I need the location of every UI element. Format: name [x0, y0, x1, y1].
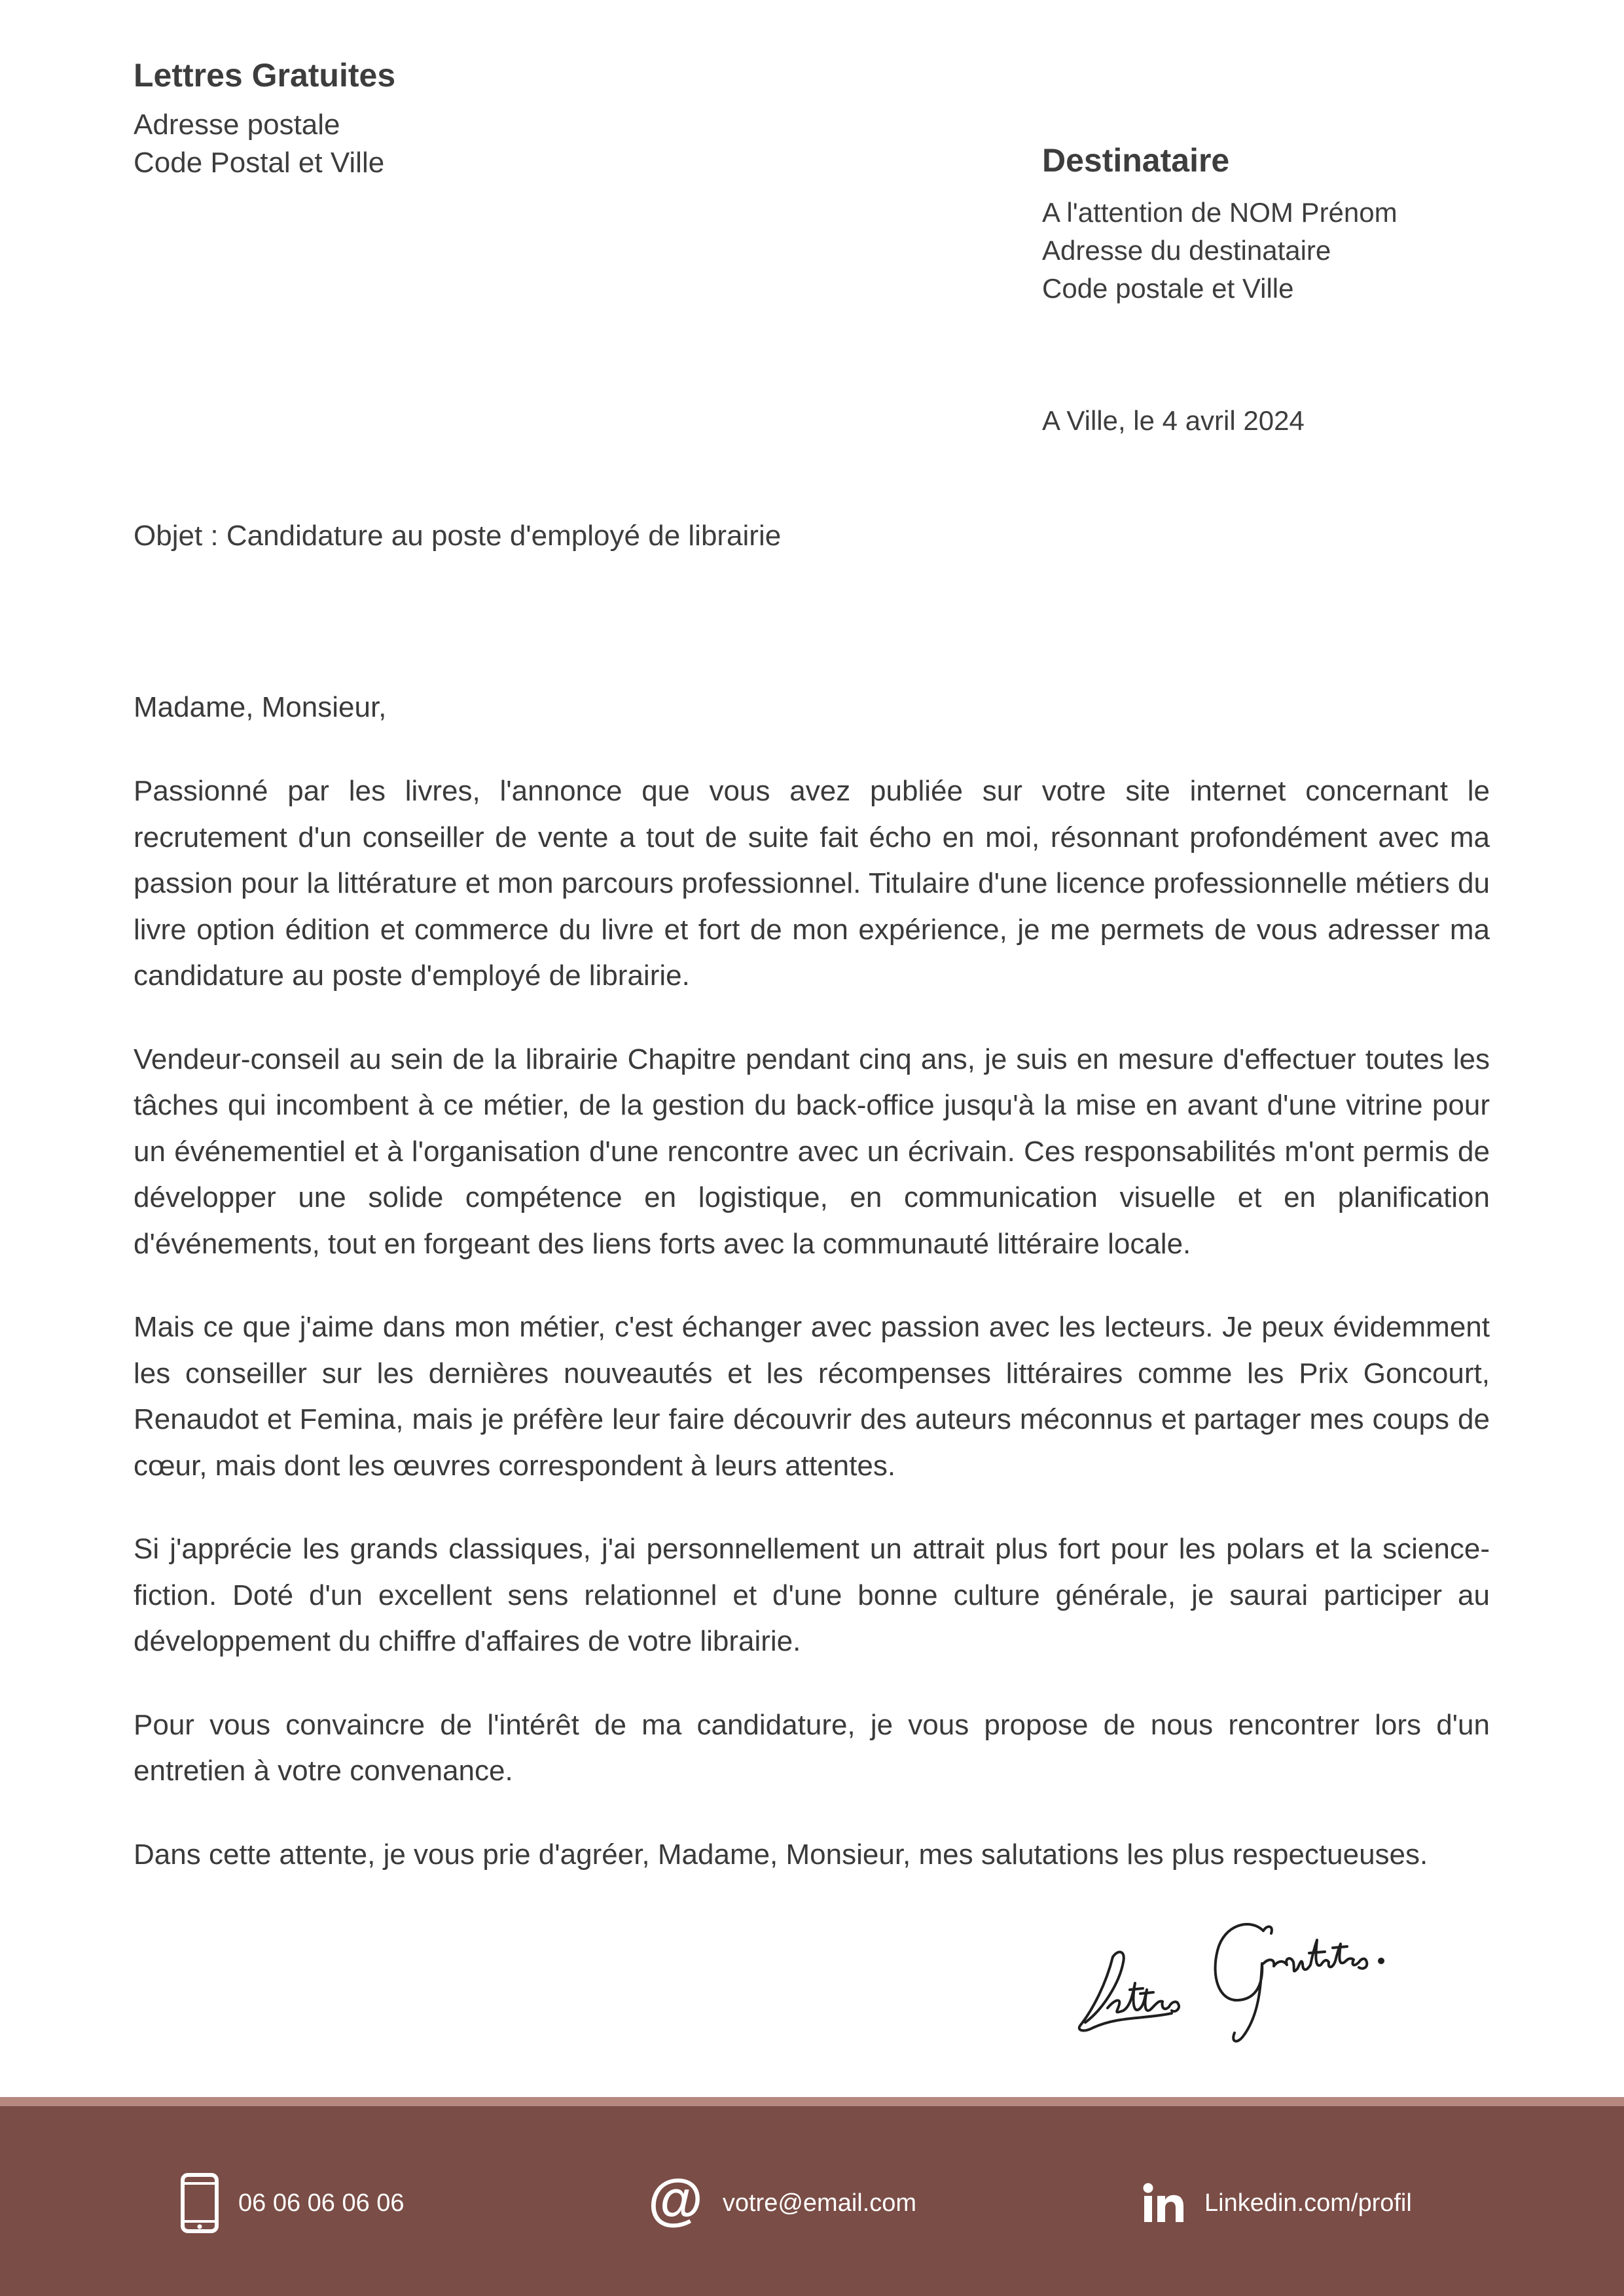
email-address[interactable]: votre@email.com	[722, 2189, 917, 2217]
linkedin-icon	[1143, 2183, 1185, 2223]
recipient-address	[1042, 194, 1540, 308]
recipient-city-line: Code postale et Ville	[1042, 273, 1294, 304]
body-paragraph: Vendeur-conseil au sein de la librairie Chapitre pendant cinq ans, je suis en mesure d'effectuer toutes les tâches qui incombent à ce métier, de la gestion du back-office jusqu'à la mise en avant d'une vitrine pour un événementiel et à l'organisation d'une rencontre avec un écrivain. Ces responsabilités m'ont permis de développer une solide compétence en logistique, en communication visuelle et en planification d'événements, tout en forgeant des liens forts avec la communauté littéraire locale.	[134, 1043, 1490, 1260]
letter-body	[134, 685, 1490, 1915]
recipient-attention: A l'attention de NOM Prénom	[1042, 197, 1398, 228]
recipient-title: Destinataire	[1042, 142, 1230, 179]
at-icon: @	[648, 2168, 703, 2231]
closing-paragraph: Dans cette attente, je vous prie d'agréer, Madame, Monsieur, mes salutations les plus respectueuses.	[134, 1838, 1428, 1871]
signature-dot	[1378, 1958, 1384, 1964]
footer-contact-bar	[0, 2106, 1624, 2296]
footer-phone	[181, 2170, 405, 2236]
salutation: Madame, Monsieur,	[134, 691, 387, 723]
sender-name: Lettres Gratuites	[134, 57, 396, 94]
body-paragraph: Passionné par les livres, l'annonce que vous avez publiée sur votre site internet concernant le recrutement d'un conseiller de vente a tout de suite fait écho en moi, résonnant profondément avec ma passion pour la littérature et mon parcours professionnel. Titulaire d'une licence professionnelle métiers du livre option édition et commerce du livre et fort de mon expérience, je me permets de vous adresser ma candidature au poste d'employé de librairie.	[134, 775, 1490, 992]
handwritten-signature	[1067, 1885, 1447, 2055]
phone-icon	[181, 2173, 219, 2233]
footer-email	[648, 2170, 916, 2236]
footer-linkedin	[1143, 2170, 1412, 2236]
sender-block	[134, 52, 723, 182]
linkedin-url[interactable]: Linkedin.com/profil	[1204, 2189, 1412, 2217]
body-paragraph: Mais ce que j'aime dans mon métier, c'est échanger avec passion avec les lecteurs. Je peux évidemment les conseiller sur les dernières nouveautés et les récompenses littéraires comme les Prix Goncourt, Renaudot et Femina, mais je préfère leur faire découvrir des auteurs méconnus et partager mes coups de cœur, mais dont les œuvres correspondent à leurs attentes.	[134, 1311, 1490, 1482]
recipient-block	[1042, 137, 1540, 308]
sender-address-line: Adresse postale	[134, 109, 340, 141]
sender-city-line: Code Postal et Ville	[134, 147, 385, 179]
letter-date: A Ville, le 4 avril 2024	[1042, 405, 1305, 436]
phone-number[interactable]: 06 06 06 06 06	[238, 2189, 405, 2217]
recipient-address-line: Adresse du destinataire	[1042, 235, 1331, 266]
footer-accent-stripe	[0, 2097, 1624, 2106]
sender-address	[134, 106, 723, 182]
body-paragraph: Si j'apprécie les grands classiques, j'ai personnellement un attrait plus fort pour les polars et la science-fiction. Doté d'un excellent sens relationnel et d'une bonne culture générale, je saurai participer au développement du chiffre d'affaires de votre librairie.	[134, 1533, 1490, 1657]
letter-subject: Objet : Candidature au poste d'employé de librairie	[134, 520, 782, 552]
body-paragraph: Pour vous convaincre de l'intérêt de ma candidature, je vous propose de nous rencontrer lors d'un entretien à votre convenance.	[134, 1708, 1490, 1787]
